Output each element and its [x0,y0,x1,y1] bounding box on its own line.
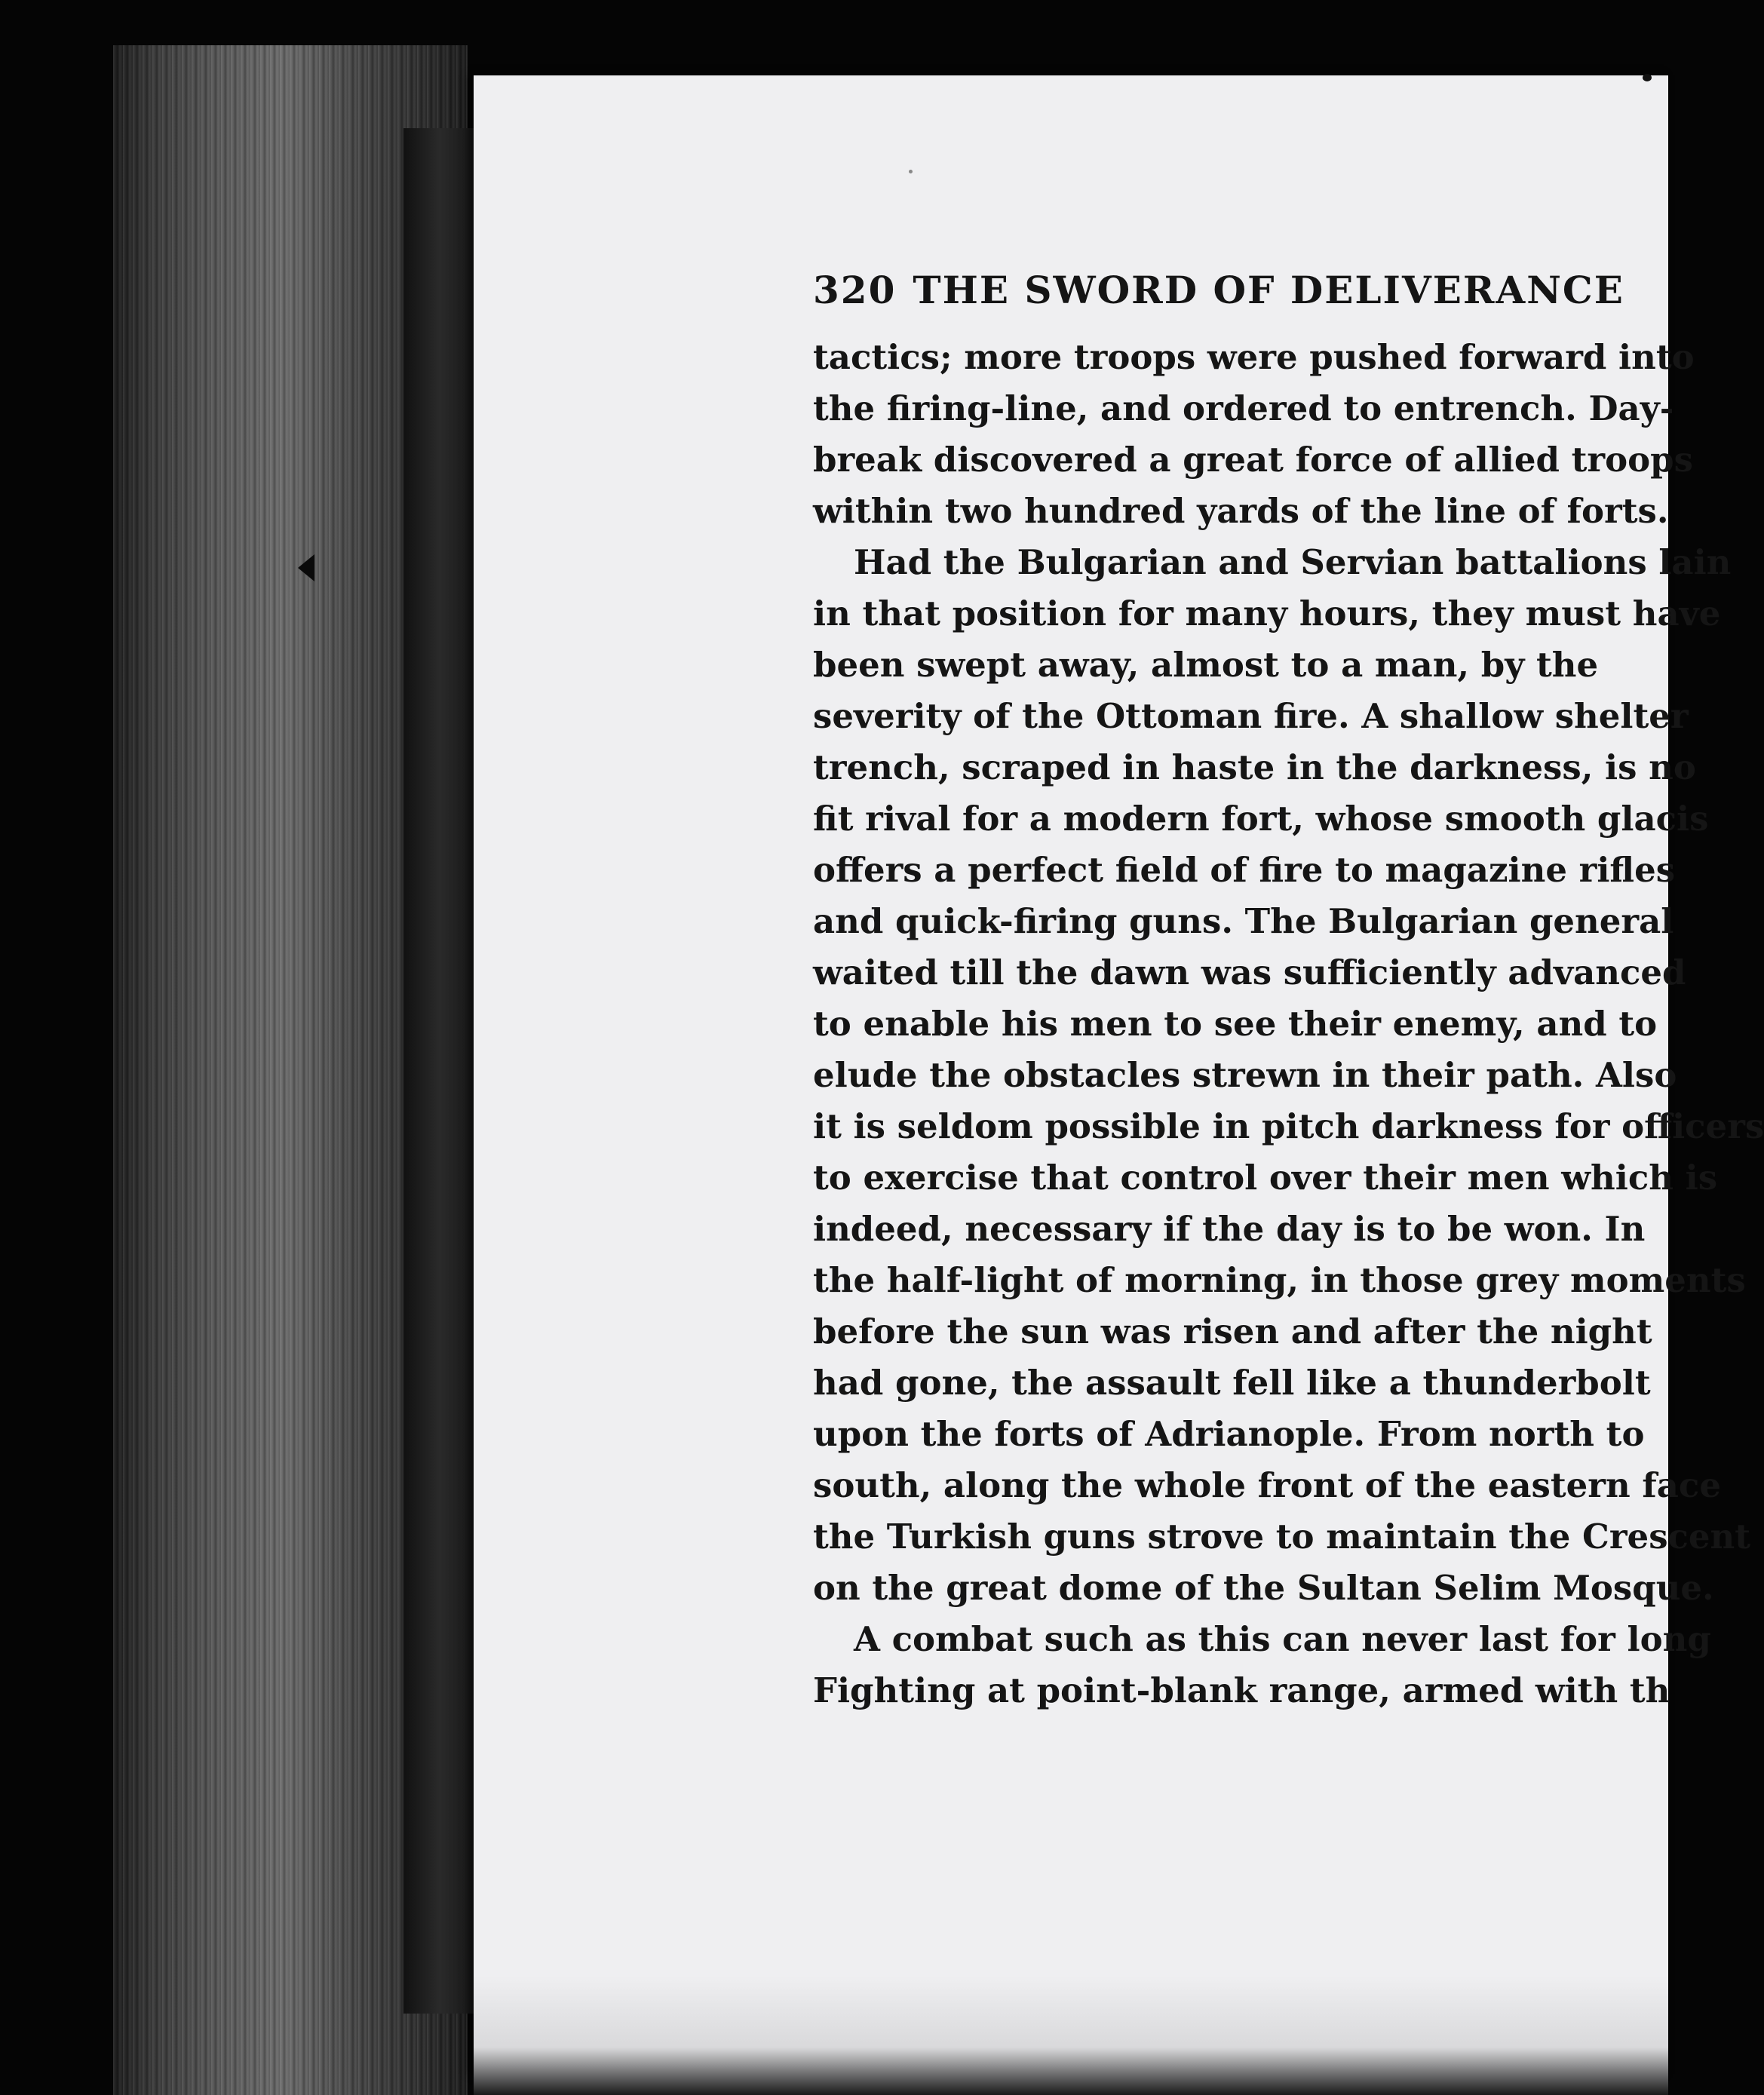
text-line: Fighting at point-blank range, armed with th [813,1670,1670,1710]
text-line: within two hundred yards of the line of forts. [813,491,1669,531]
text-line: and quick-firing guns. The Bulgarian general [813,901,1674,941]
text-line: to enable his men to see their enemy, and to [813,1004,1658,1044]
text-line: before the sun was risen and after the night [813,1311,1652,1351]
corner-ink-dot [1643,74,1652,81]
text-line: indeed, necessary if the day is to be won. In [813,1209,1646,1249]
page-text-block [813,260,1764,1716]
text-line: elude the obstacles strewn in their path. Also [813,1055,1677,1095]
text-line: to exercise that control over their men which is [813,1158,1718,1198]
text-line: on the great dome of the Sultan Selim Mosque. [813,1568,1714,1608]
text-line: had gone, the assault fell like a thunderbolt [813,1363,1651,1403]
text-line: the Turkish guns strove to maintain the Crescent [813,1517,1751,1557]
running-title: THE SWORD OF DELIVERANCE [913,268,1624,312]
text-line: break discovered a great force of allied troops [813,440,1693,480]
text-line: trench, scraped in haste in the darkness, is no [813,747,1696,787]
running-header [813,260,1718,321]
paper-speck [909,170,913,173]
text-line: offers a perfect field of fire to magazine rifles [813,850,1676,890]
text-line: severity of the Ottoman fire. A shallow shelter [813,696,1689,736]
text-line: it is seldom possible in pitch darkness for officers [813,1106,1764,1146]
text-line: Had the Bulgarian and Servian battalions lain [854,542,1732,582]
text-line: A combat such as this can never last for long [854,1619,1711,1659]
edge-notch-mark [298,554,314,581]
text-line: the firing-line, and ordered to entrench. Day- [813,388,1674,428]
page-number: 320 [813,268,897,312]
text-line: fit rival for a modern fort, whose smooth glacis [813,799,1709,839]
page-bottom-curl [474,1976,1668,2095]
text-line: upon the forts of Adrianople. From north to [813,1414,1645,1454]
text-line: in that position for many hours, they must have [813,594,1721,633]
text-line: the half-light of morning, in those grey moments [813,1260,1746,1300]
text-line: south, along the whole front of the eastern face [813,1465,1721,1505]
text-line: waited till the dawn was sufficiently advanced [813,952,1686,992]
text-line: been swept away, almost to a man, by the [813,645,1599,685]
text-line: tactics; more troops were pushed forward into [813,337,1695,377]
